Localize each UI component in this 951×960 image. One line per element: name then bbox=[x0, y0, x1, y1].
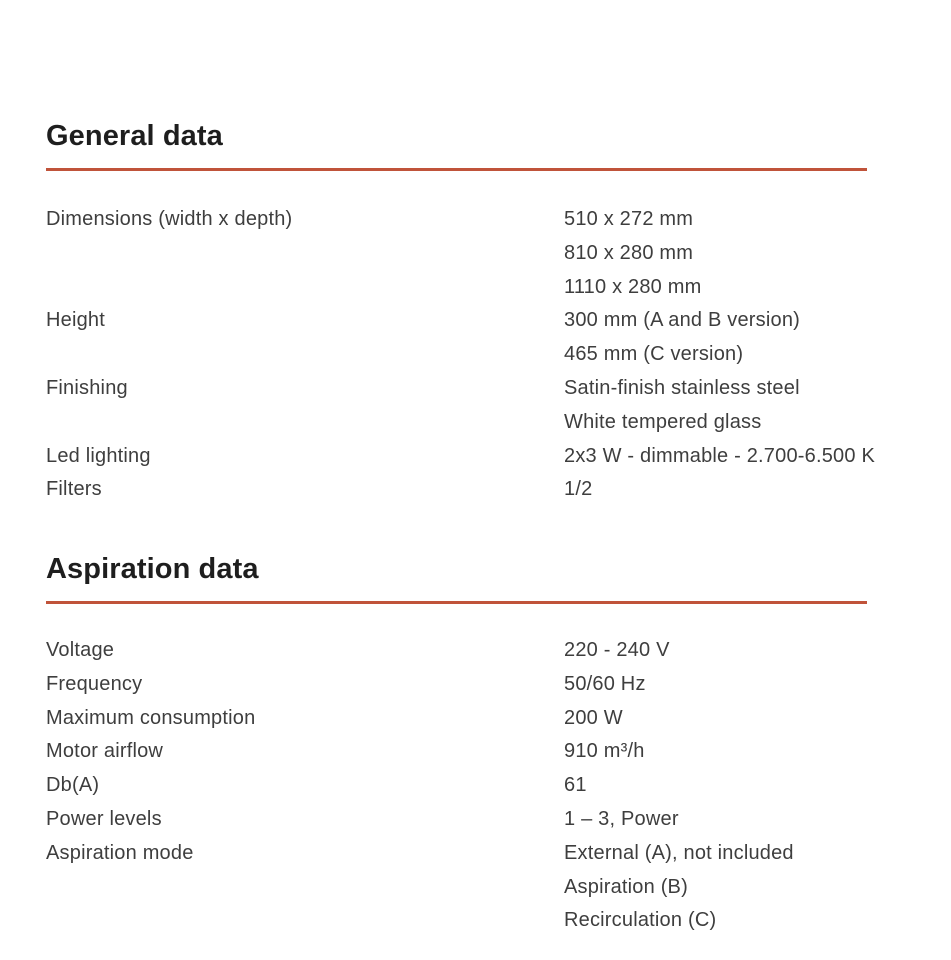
spec-row bbox=[46, 903, 951, 937]
general-data-divider bbox=[46, 168, 867, 171]
spec-row bbox=[46, 303, 951, 337]
spec-value: Aspiration (B) bbox=[564, 875, 688, 898]
spec-label: Db(A) bbox=[46, 774, 100, 797]
spec-label: Frequency bbox=[46, 672, 143, 695]
spec-value: 910 m³/h bbox=[564, 740, 645, 763]
spec-row bbox=[46, 734, 951, 768]
spec-row bbox=[46, 405, 951, 439]
spec-label: Voltage bbox=[46, 639, 115, 661]
spec-value: 50/60 Hz bbox=[564, 672, 646, 695]
spec-row bbox=[46, 667, 951, 701]
spec-label: Motor airflow bbox=[46, 740, 164, 763]
spec-row bbox=[46, 701, 951, 735]
spec-value: 1110 x 280 mm bbox=[564, 275, 702, 298]
spec-label: Finishing bbox=[46, 377, 128, 399]
spec-value: 1/2 bbox=[564, 478, 593, 501]
spec-row bbox=[46, 236, 951, 270]
general-data-heading: General data bbox=[46, 120, 223, 152]
spec-value: External (A), not included bbox=[564, 841, 794, 864]
spec-label: Filters bbox=[46, 478, 102, 501]
spec-value: 510 x 272 mm bbox=[564, 208, 694, 230]
spec-value: White tempered glass bbox=[564, 410, 762, 433]
spec-value: 300 mm (A and B version) bbox=[564, 309, 801, 332]
spec-label: Power levels bbox=[46, 808, 162, 830]
spec-row bbox=[46, 371, 951, 405]
spec-label: Maximum consumption bbox=[46, 706, 256, 729]
spec-value: 1 – 3, Power bbox=[564, 808, 679, 830]
spec-row bbox=[46, 337, 951, 371]
spec-label: Dimensions (width x depth) bbox=[46, 208, 293, 230]
spec-row bbox=[46, 633, 951, 667]
spec-value: 465 mm (C version) bbox=[564, 343, 744, 366]
aspiration-data-heading: Aspiration data bbox=[46, 553, 259, 585]
spec-value: 810 x 280 mm bbox=[564, 241, 694, 264]
spec-value: 61 bbox=[564, 774, 587, 797]
spec-row bbox=[46, 768, 951, 802]
spec-row bbox=[46, 472, 951, 506]
spec-label: Led lighting bbox=[46, 444, 151, 467]
spec-value: 220 - 240 V bbox=[564, 639, 670, 661]
spec-label: Height bbox=[46, 309, 106, 332]
spec-row bbox=[46, 202, 951, 236]
spec-value: 2x3 W - dimmable - 2.700-6.500 K bbox=[564, 444, 875, 467]
spec-row bbox=[46, 870, 951, 904]
spec-value: 200 W bbox=[564, 706, 623, 729]
spec-row bbox=[46, 439, 951, 473]
spec-row bbox=[46, 802, 951, 836]
spec-value: Recirculation (C) bbox=[564, 909, 717, 932]
spec-label: Aspiration mode bbox=[46, 841, 194, 864]
aspiration-data-divider bbox=[46, 601, 867, 604]
spec-row bbox=[46, 270, 951, 304]
spec-value: Satin-finish stainless steel bbox=[564, 377, 800, 399]
spec-row bbox=[46, 836, 951, 870]
